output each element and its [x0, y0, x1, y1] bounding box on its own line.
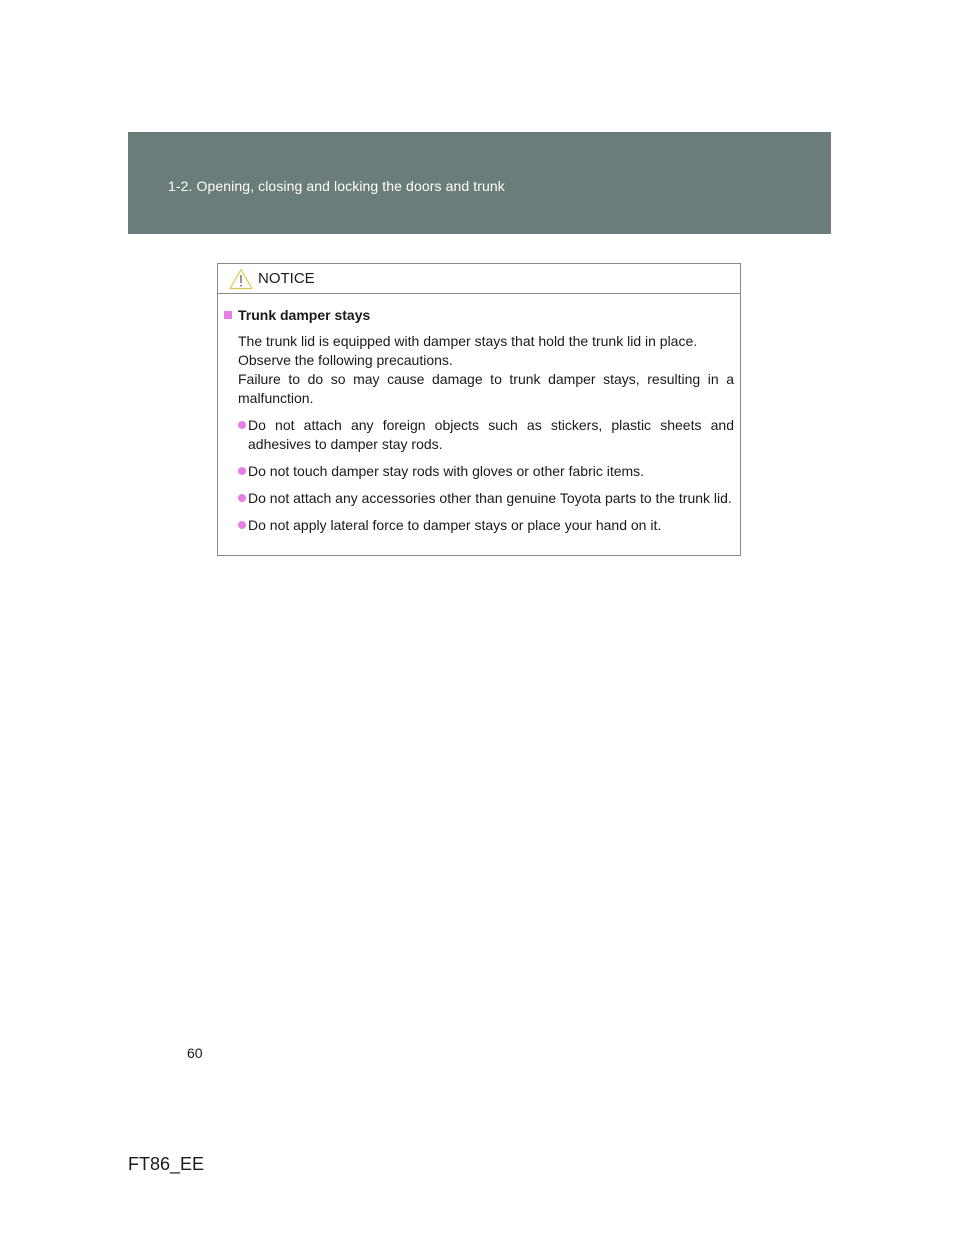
list-item — [224, 489, 734, 508]
list-item-text: Do not attach any accessories other than genuine Toyota parts to the trunk lid. — [248, 490, 732, 506]
warning-triangle-icon — [229, 268, 253, 290]
section-title: 1-2. Opening, closing and locking the doors and trunk — [168, 178, 505, 194]
subhead-text: Trunk damper stays — [238, 307, 371, 323]
notice-label: NOTICE — [258, 270, 315, 287]
notice-subhead — [224, 306, 734, 325]
list-item-text: Do not attach any foreign objects such as stickers, plastic sheets and adhesives to damper stay rods. — [248, 417, 734, 452]
round-bullet-icon — [238, 467, 246, 475]
notice-box — [217, 263, 741, 556]
list-item — [224, 416, 734, 454]
page-number: 60 — [187, 1045, 203, 1061]
list-item-text: Do not apply lateral force to damper stays or place your hand on it. — [248, 517, 662, 533]
round-bullet-icon — [238, 421, 246, 429]
intro-line-1: The trunk lid is equipped with damper stays that hold the trunk lid in place. — [238, 333, 698, 349]
footer-code: FT86_EE — [128, 1154, 205, 1174]
intro-line-2: Observe the following precautions. — [238, 352, 453, 368]
round-bullet-icon — [238, 494, 246, 502]
square-bullet-icon — [224, 311, 232, 319]
notice-header — [218, 264, 740, 294]
header-band — [128, 132, 831, 234]
notice-body — [218, 294, 740, 535]
intro-line-3: Failure to do so may cause damage to trunk damper stays, resulting in a malfunction. — [238, 371, 734, 406]
intro-paragraph — [224, 332, 734, 408]
round-bullet-icon — [238, 521, 246, 529]
list-item — [224, 462, 734, 481]
list-item-text: Do not touch damper stay rods with gloves or other fabric items. — [248, 463, 645, 479]
list-item — [224, 516, 734, 535]
